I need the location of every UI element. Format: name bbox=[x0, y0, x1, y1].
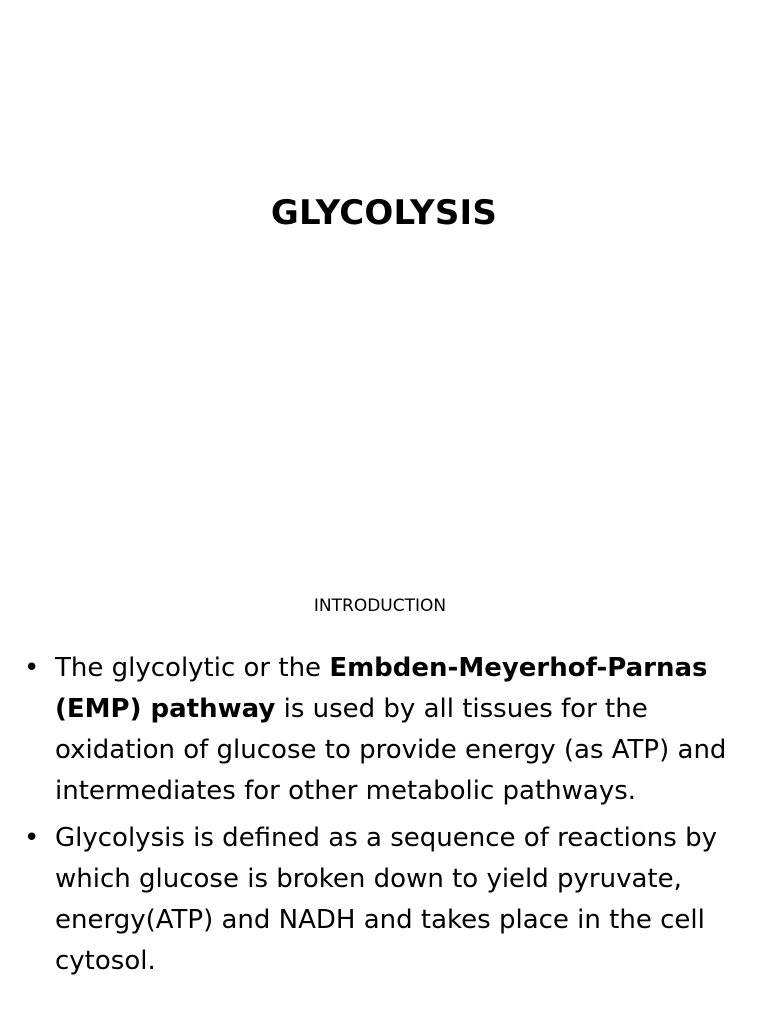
bullet-item-emp-pathway bbox=[0, 648, 768, 812]
bullet-list bbox=[0, 648, 768, 988]
bullet-text-part: The glycolytic or the bbox=[55, 653, 330, 683]
bullet-marker: • bbox=[24, 823, 40, 853]
bullet-marker: • bbox=[24, 653, 40, 683]
section-heading: INTRODUCTION bbox=[313, 596, 447, 616]
bullet-item-definition bbox=[0, 818, 768, 982]
bullet-text: Glycolysis is defined as a sequence of reactions by which glucose is broken down to yield pyruvate, energy(ATP) and NADH and takes place in the cell cytosol. bbox=[55, 823, 717, 976]
bullet-text-part: is used by all tissues for the oxidation of glucose to provide energy (as ATP) and intermediates for other metabolic pathways. bbox=[55, 694, 727, 806]
bullet-bold-term: Embden-Meyerhof-Parnas (EMP) pathway bbox=[55, 653, 708, 724]
slide-title: GLYCOLYSIS bbox=[270, 193, 498, 233]
